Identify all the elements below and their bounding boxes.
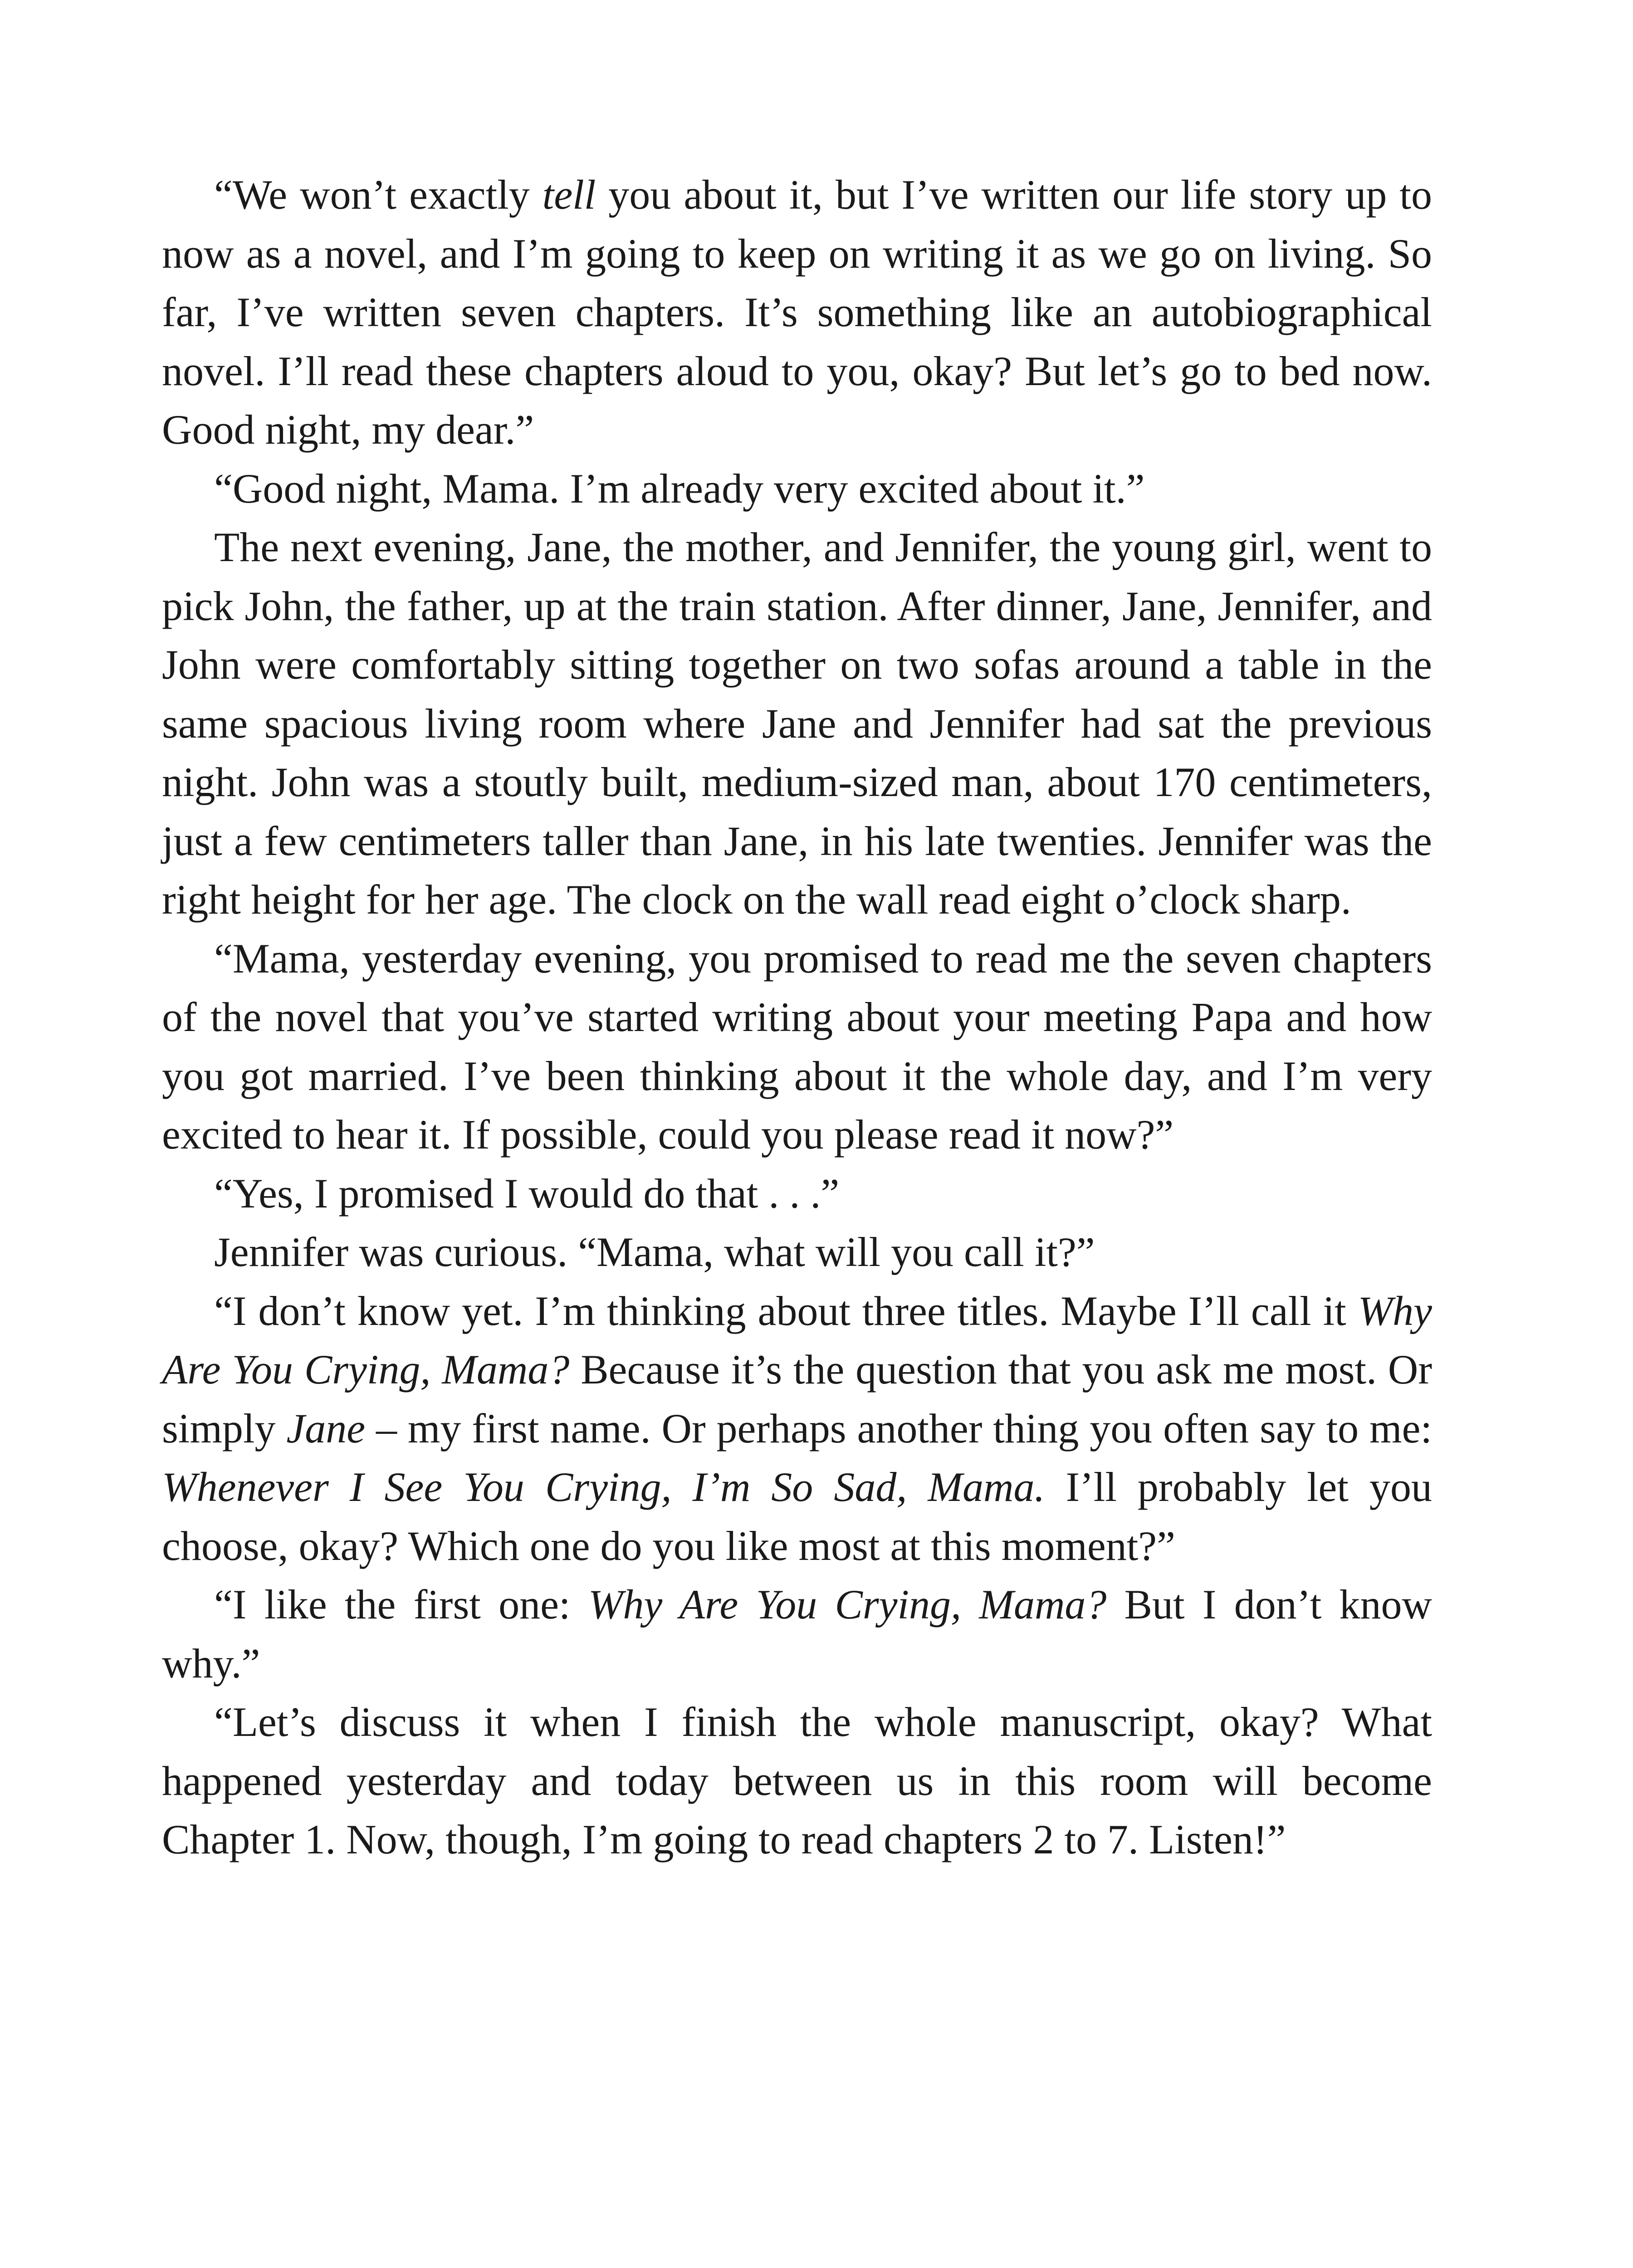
- body-text: [162, 166, 1432, 1869]
- text-run: “I like the first one:: [214, 1581, 588, 1628]
- italic-text-run: Whenever I See You Crying, I’m So Sad, Mama.: [162, 1464, 1045, 1510]
- text-run: “Yes, I promised I would do that . . .”: [214, 1170, 840, 1217]
- text-run: “Good night, Mama. I’m already very excited about it.”: [214, 465, 1145, 512]
- paragraph-4: [162, 929, 1432, 1164]
- text-run: I’ll probably let you choose, okay? Which one do you like most at this moment?”: [162, 1464, 1432, 1569]
- paragraph-5: [162, 1164, 1432, 1223]
- text-run: “We won’t exactly: [214, 171, 543, 218]
- paragraph-7: [162, 1282, 1432, 1576]
- text-run: Because it’s the question that you ask me most. Or simply: [162, 1346, 1433, 1452]
- paragraph-1: [162, 166, 1432, 459]
- italic-text-run: Why Are You Crying, Mama?: [162, 1287, 1432, 1393]
- paragraph-8: [162, 1575, 1432, 1693]
- text-run: you about it, but I’ve written our life story up to now as a novel, and I’m going to keep on writing it as we go on living. So far, I’ve written seven chapters. It’s something like an autobiographical novel. I’ll read these chapters aloud to you, okay? But let’s go to bed now. Good night, my dear.”: [162, 171, 1432, 453]
- text-run: “Let’s discuss it when I finish the whole manuscript, okay? What happened yesterday and today between us in this room will become Chapter 1. Now, though, I’m going to read chapters 2 to 7. Listen!”: [162, 1699, 1432, 1862]
- paragraph-6: [162, 1223, 1432, 1282]
- text-run: “I don’t know yet. I’m thinking about three titles. Maybe I’ll call it: [214, 1287, 1358, 1334]
- italic-text-run: Why Are You Crying, Mama?: [588, 1581, 1107, 1628]
- text-run: But I don’t know why.”: [162, 1581, 1432, 1686]
- italic-text-run: Jane: [286, 1405, 366, 1452]
- paragraph-2: [162, 459, 1432, 518]
- text-run: The next evening, Jane, the mother, and Jennifer, the young girl, went to pick John, the father, up at the train station. After dinner, Jane, Jennifer, and John were comfortably sitting together on two sofas around a table in the same spacious living room where Jane and Jennifer had sat the previous night. John was a stoutly built, medium-sized man, about 170 centimeters, just a few centimeters taller than Jane, in his late twenties. Jennifer was the right height for her age. The clock on the wall read eight o’clock sharp.: [162, 524, 1432, 923]
- paragraph-3: [162, 518, 1432, 929]
- text-run: – my first name. Or perhaps another thing you often say to me:: [365, 1405, 1433, 1452]
- paragraph-9: [162, 1693, 1432, 1869]
- italic-text-run: tell: [542, 171, 596, 218]
- text-run: Jennifer was curious. “Mama, what will you call it?”: [214, 1229, 1095, 1275]
- text-run: “Mama, yesterday evening, you promised to read me the seven chapters of the novel that you’ve started writing about your meeting Papa and how you got married. I’ve been thinking about it the whole day, and I’m very excited to hear it. If possible, could you please read it now?”: [162, 935, 1432, 1158]
